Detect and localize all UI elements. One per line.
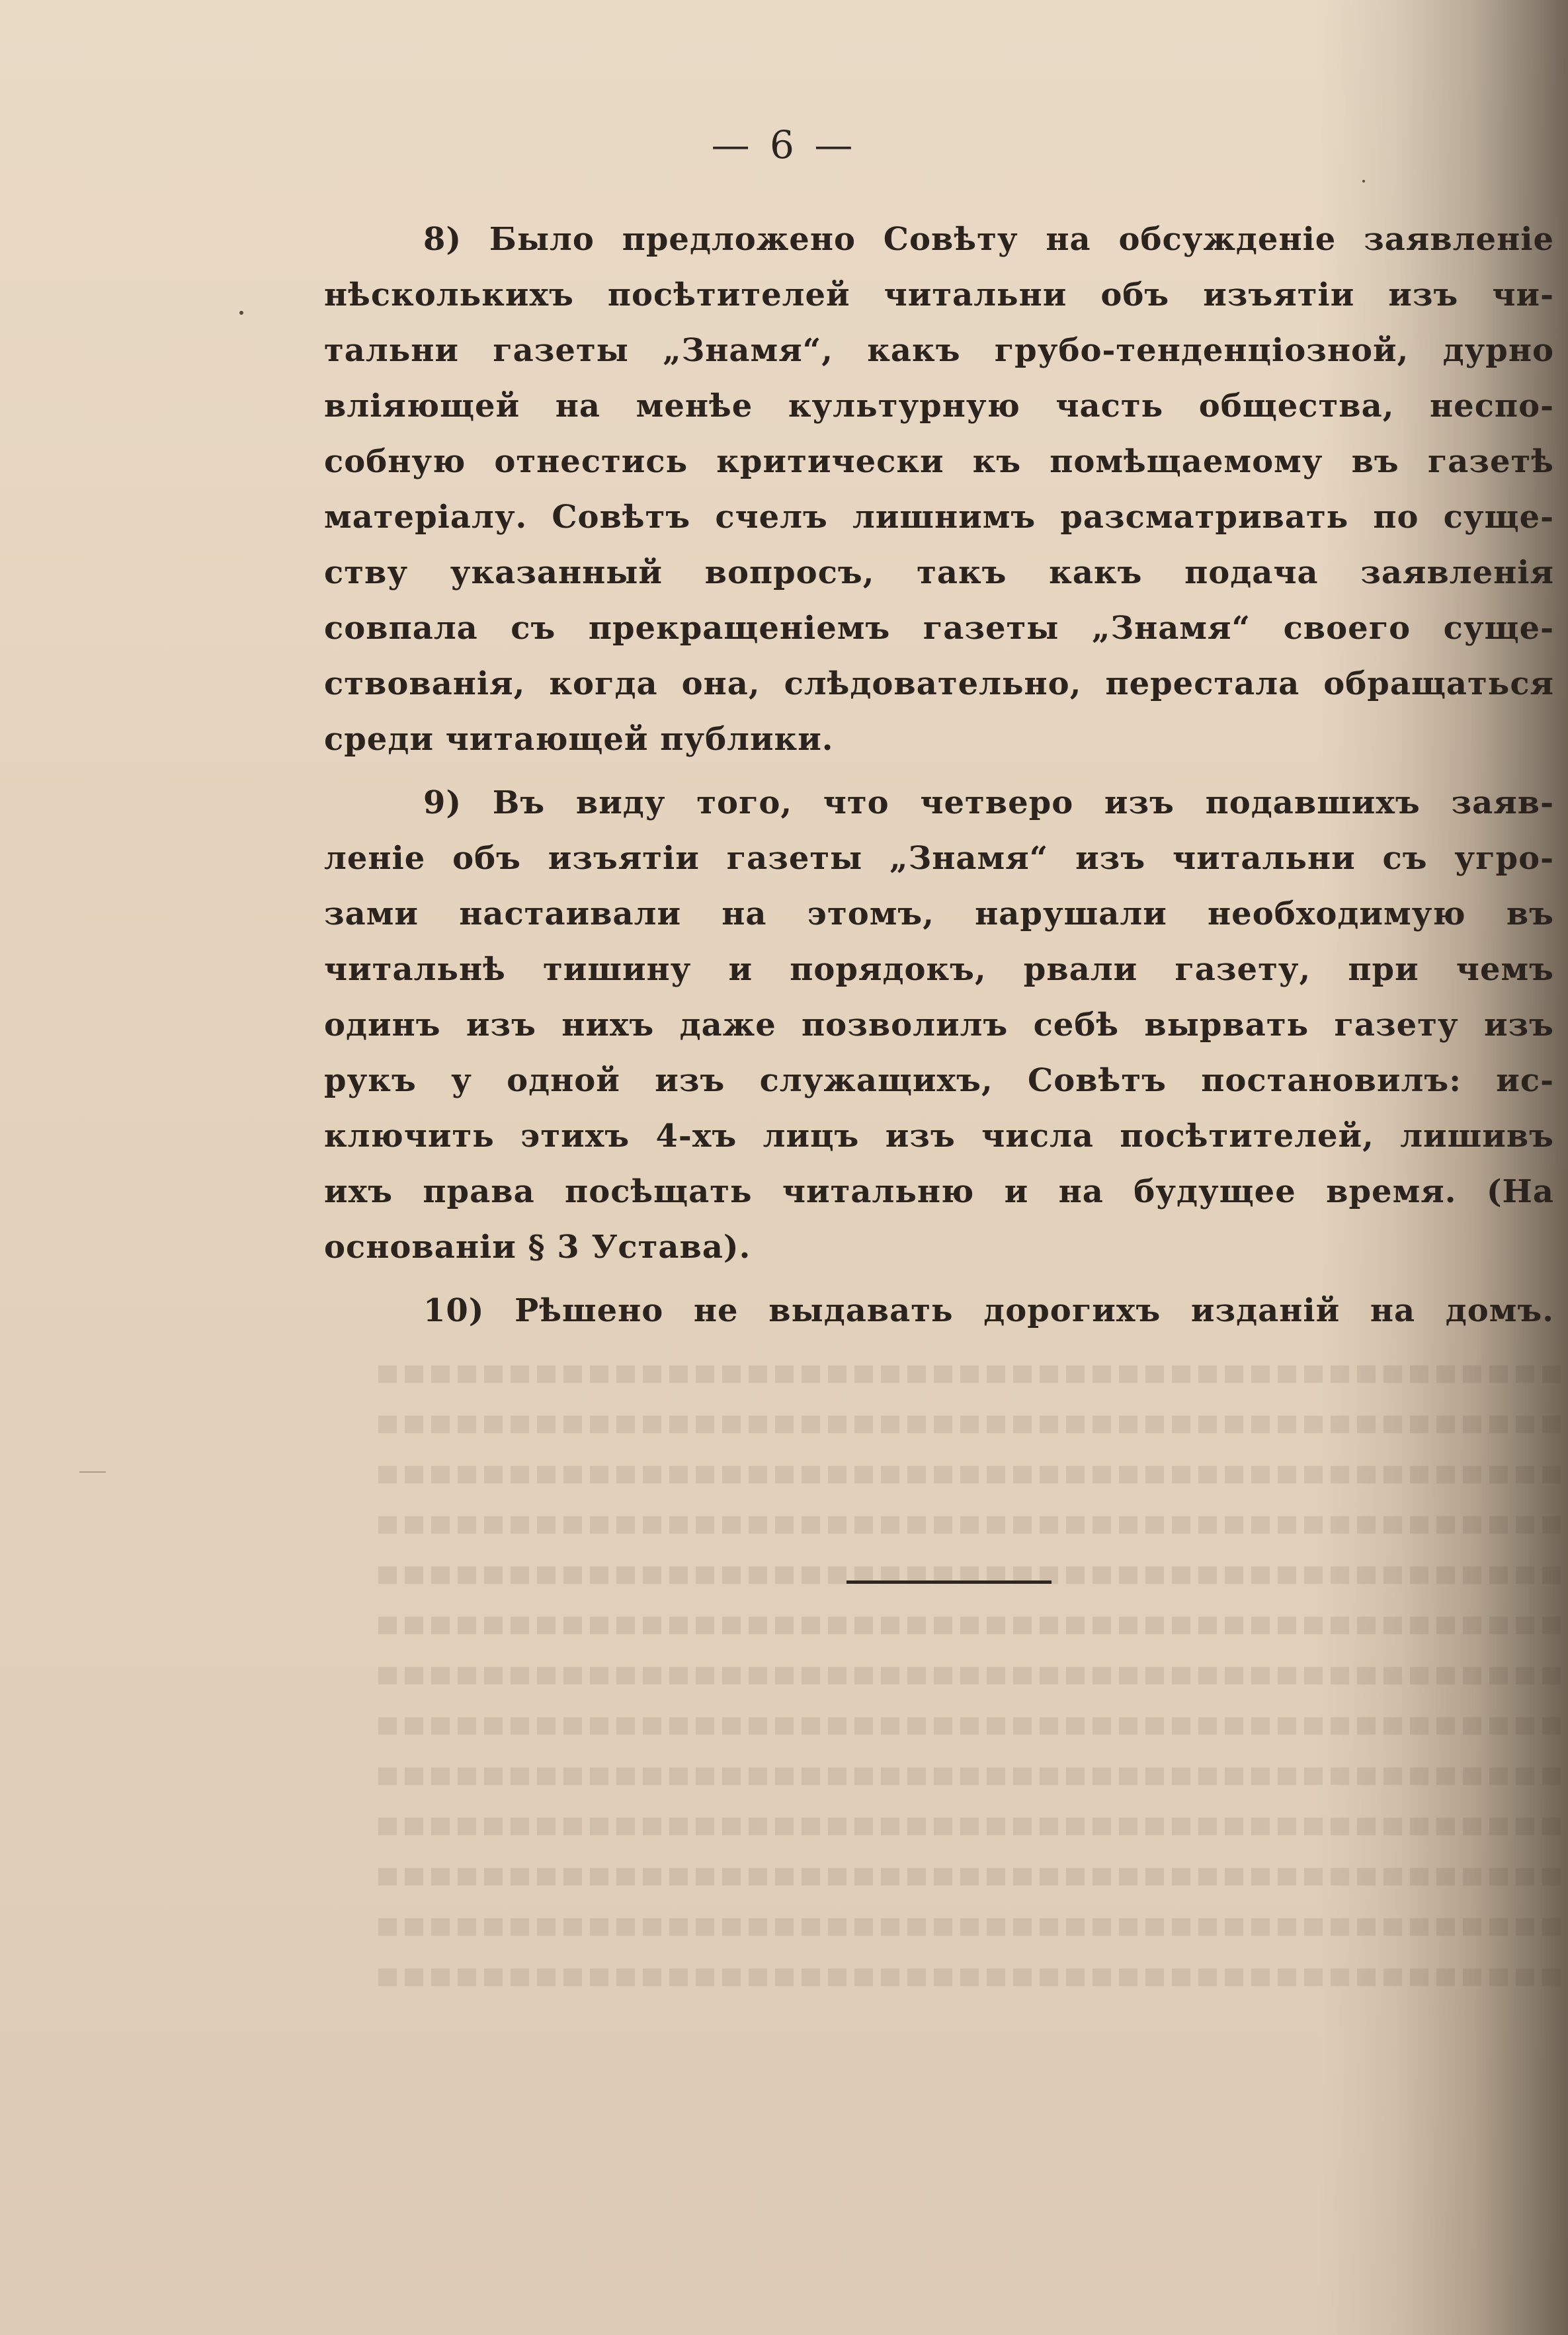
paragraph-item-8 (324, 212, 1554, 767)
text-line: зами настаивали на этомъ, нарушали необходимую въ (324, 895, 1554, 932)
text-line: матеріалу. Совѣтъ счелъ лишнимъ разсматривать по суще- (324, 499, 1554, 536)
paragraph-item-9 (324, 775, 1554, 1275)
text-line: 8) Было предложено Совѣту на обсужденіе заявленіе (423, 221, 1554, 258)
paper-speck (1362, 180, 1365, 183)
text-line: рукъ у одной изъ служащихъ, Совѣтъ постановилъ: ис- (324, 1062, 1554, 1099)
paper-speck (79, 1471, 106, 1473)
paragraph-item-10 (324, 1283, 1554, 1338)
text-line: нѣсколькихъ посѣтителей читальни объ изъятіи изъ чи- (324, 276, 1554, 313)
text-line: среди читающей публики. (324, 721, 834, 758)
paper-speck (239, 311, 243, 315)
page-number: — 6 — (711, 122, 857, 167)
text-line: ключить этихъ 4-хъ лицъ изъ числа посѣтителей, лишивъ (324, 1118, 1554, 1155)
reverse-side-show-through (370, 1349, 1561, 2076)
text-line: основаніи § 3 Устава). (324, 1229, 751, 1266)
text-line: ствованія, когда она, слѣдовательно, перестала обращаться (324, 665, 1554, 702)
body-text (324, 212, 1554, 1346)
section-divider-rule (846, 1580, 1052, 1584)
text-line: тальни газеты „Знамя“, какъ грубо-тенденціозной, дурно (324, 332, 1554, 369)
text-line: одинъ изъ нихъ даже позволилъ себѣ вырвать газету изъ (324, 1006, 1554, 1044)
text-line: ихъ права посѣщать читальню и на будущее время. (На (324, 1173, 1554, 1210)
text-line: 9) Въ виду того, что четверо изъ подавшихъ заяв- (423, 784, 1554, 821)
text-line: леніе объ изъятіи газеты „Знамя“ изъ читальни съ угро- (324, 840, 1554, 877)
text-line: совпала съ прекращеніемъ газеты „Знамя“ своего суще- (324, 610, 1554, 647)
text-line: ству указанный вопросъ, такъ какъ подача заявленія (324, 554, 1554, 591)
text-line: 10) Рѣшено не выдавать дорогихъ изданій на домъ. (423, 1292, 1554, 1329)
text-line: вліяющей на менѣе культурную часть общества, неспо- (324, 388, 1554, 425)
text-line: собную отнестись критически къ помѣщаемому въ газетѣ (324, 443, 1554, 480)
text-line: читальнѣ тишину и порядокъ, рвали газету, при чемъ (324, 951, 1554, 988)
